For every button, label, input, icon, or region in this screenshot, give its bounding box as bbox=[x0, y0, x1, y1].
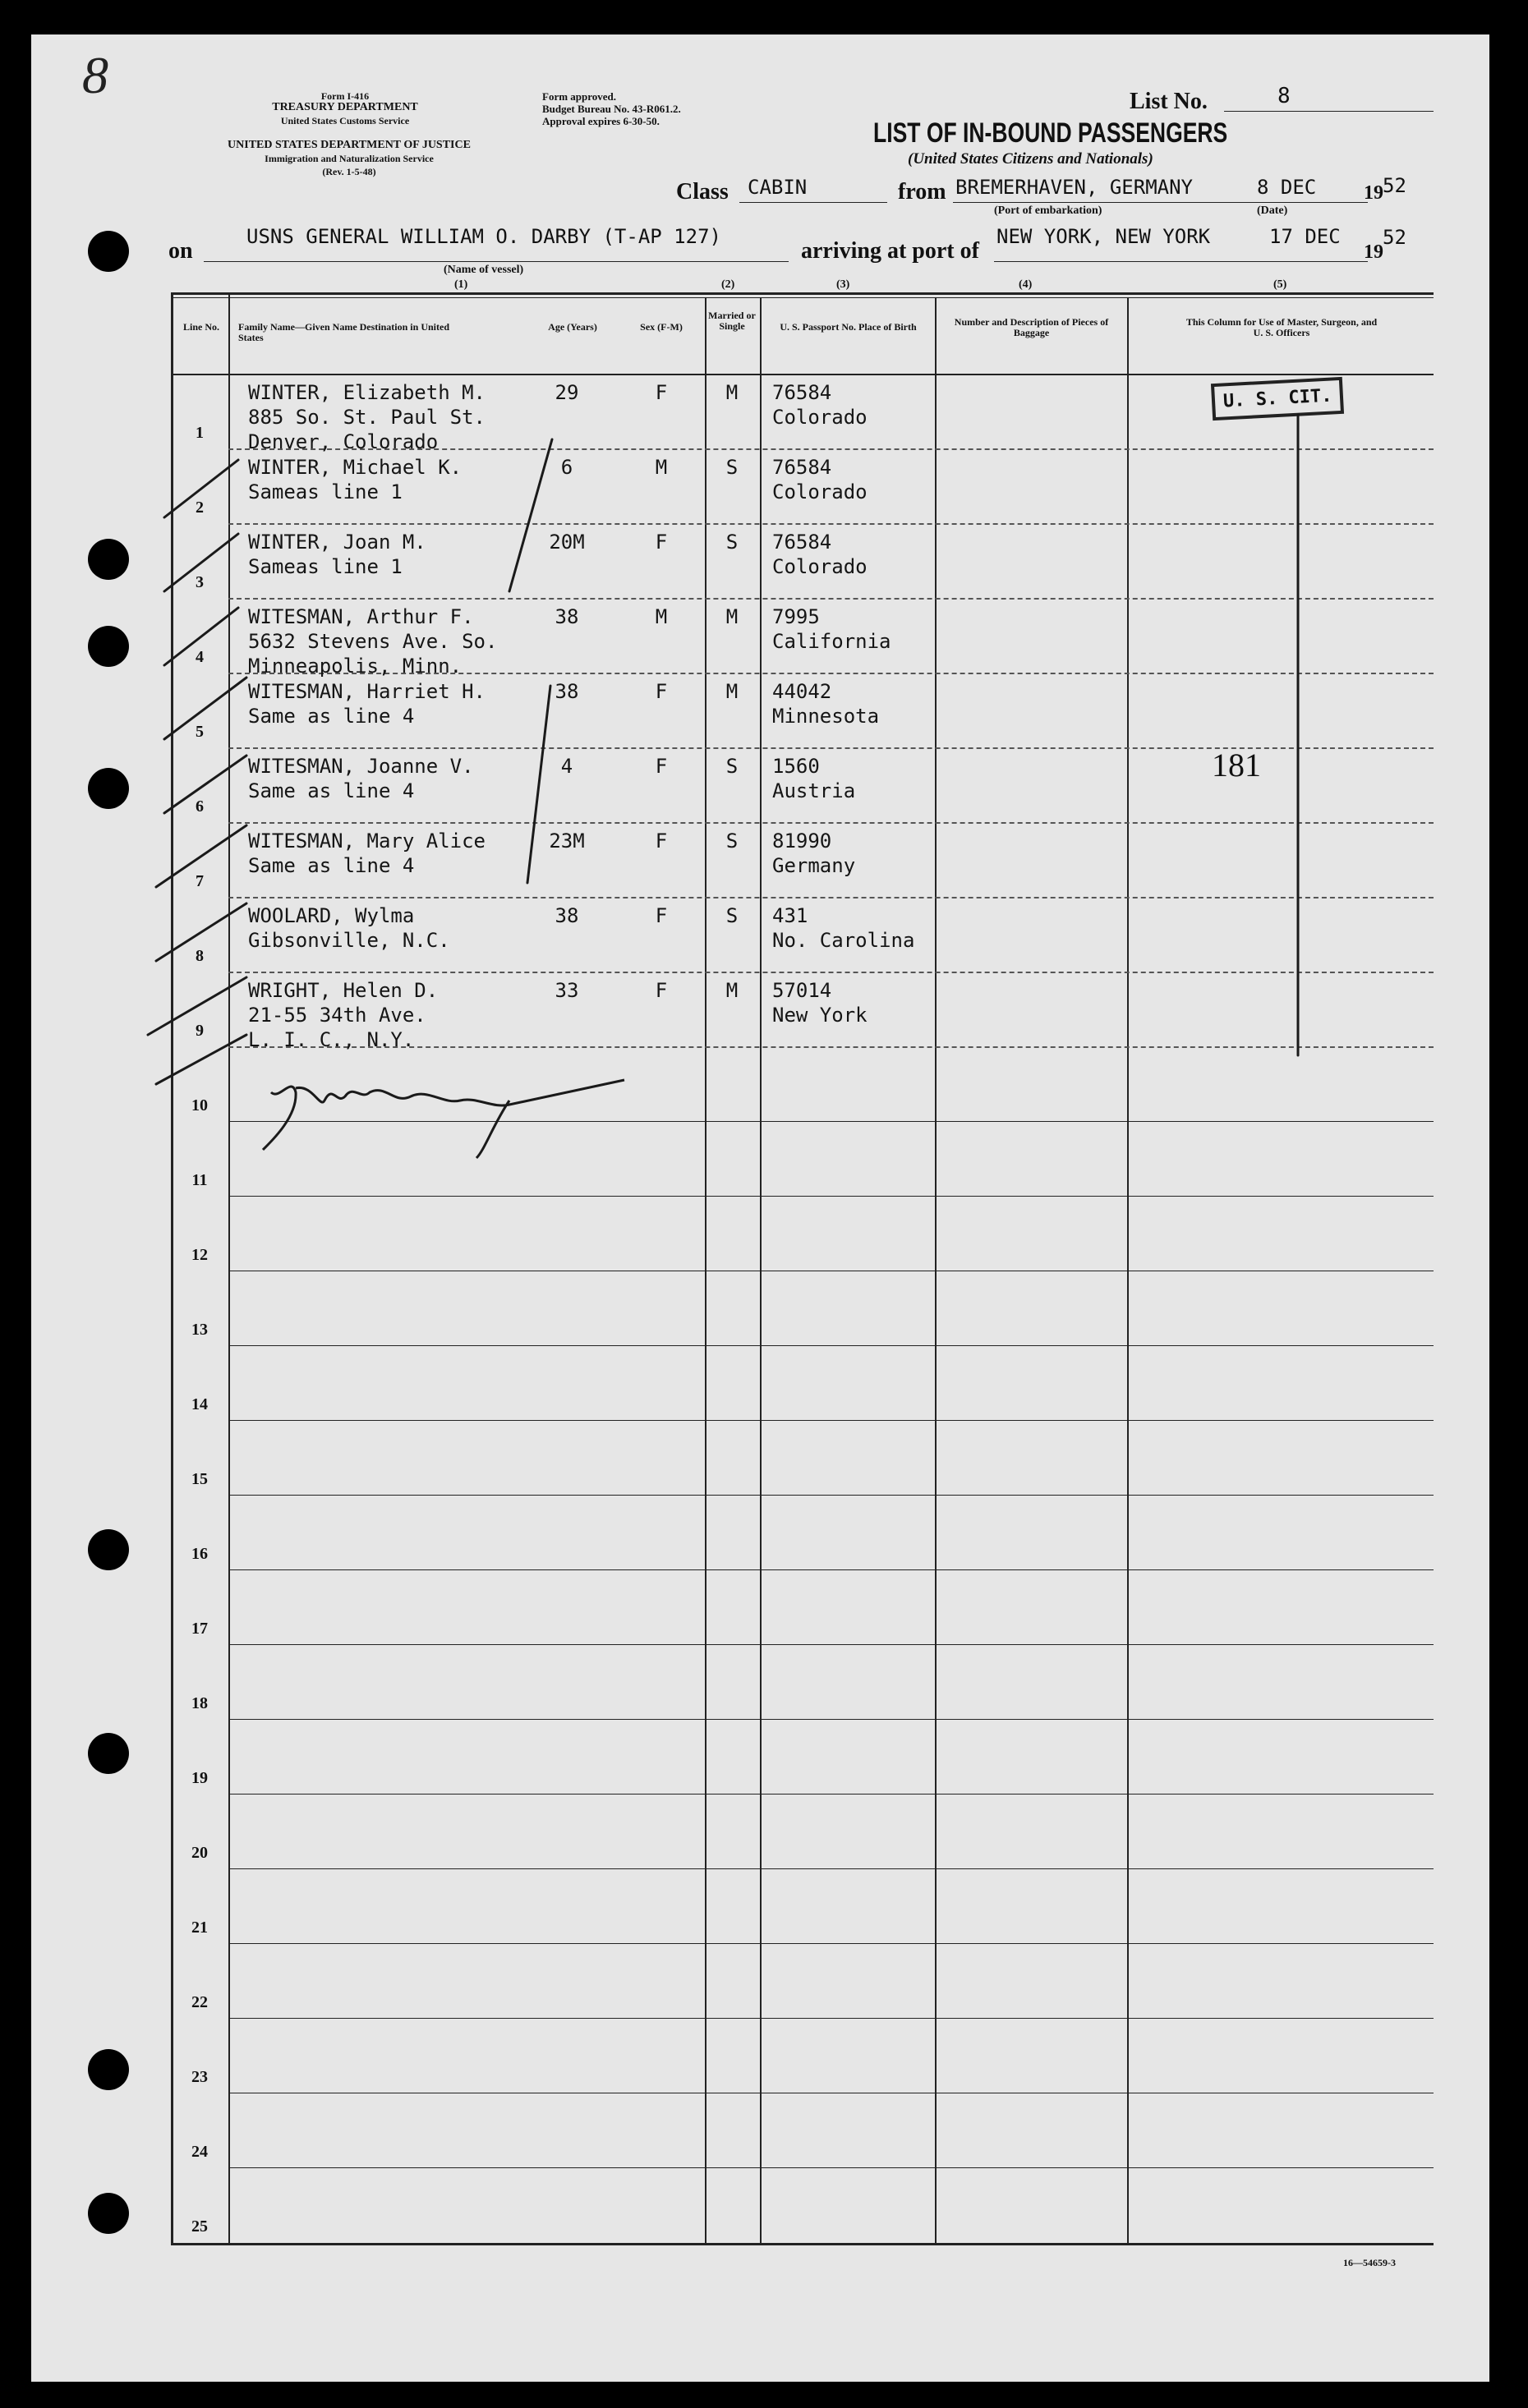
passenger-sex: M bbox=[655, 456, 668, 479]
place-of-birth: New York bbox=[772, 1004, 868, 1027]
passenger-sex: F bbox=[655, 979, 668, 1002]
passenger-age: 23M bbox=[549, 829, 585, 852]
passenger-address: L. I. C., N.Y. bbox=[248, 1028, 415, 1051]
budget-bureau: Budget Bureau No. 43-R061.2. bbox=[542, 103, 681, 115]
passenger-address: Same as line 4 bbox=[248, 854, 415, 877]
vessel-name: USNS GENERAL WILLIAM O. DARBY (T-AP 127) bbox=[246, 225, 721, 248]
line-number: 8 bbox=[196, 947, 204, 965]
header-married: Married or Single bbox=[708, 310, 756, 332]
line-number: 17 bbox=[191, 1620, 208, 1638]
place-of-birth: Minnesota bbox=[772, 705, 880, 728]
place-of-birth: California bbox=[772, 630, 891, 653]
year-prefix-arrive: 19 bbox=[1364, 241, 1383, 263]
passenger-sex: F bbox=[655, 381, 668, 404]
passenger-age: 33 bbox=[555, 979, 579, 1002]
passenger-address: Sameas line 1 bbox=[248, 555, 403, 578]
line-number: 14 bbox=[191, 1395, 208, 1413]
line-number: 20 bbox=[191, 1844, 208, 1862]
passenger-address: Sameas line 1 bbox=[248, 480, 403, 503]
arriving-label: arriving at port of bbox=[801, 238, 979, 264]
passport-number: 76584 bbox=[772, 381, 832, 404]
passenger-name: WRIGHT, Helen D. bbox=[248, 979, 439, 1002]
header-sex: Sex (F-M) bbox=[640, 321, 683, 333]
port-embark-caption: (Port of embarkation) bbox=[994, 204, 1102, 217]
line-number: 15 bbox=[191, 1470, 208, 1488]
passenger-name: WINTER, Joan M. bbox=[248, 531, 426, 554]
passenger-age: 38 bbox=[555, 904, 579, 927]
line-number: 12 bbox=[191, 1246, 208, 1264]
approval-expires: Approval expires 6-30-50. bbox=[542, 115, 660, 127]
header-baggage: Number and Description of Pieces of Baggage bbox=[954, 316, 1109, 338]
passenger-name: WINTER, Michael K. bbox=[248, 456, 463, 479]
officer-count: 181 bbox=[1212, 747, 1261, 784]
class-label: Class bbox=[676, 179, 729, 204]
line-number: 1 bbox=[196, 424, 204, 442]
passport-number: 81990 bbox=[772, 829, 832, 852]
form-approved: Form approved. bbox=[542, 90, 617, 103]
header-age: Age (Years) bbox=[548, 321, 597, 333]
line-number: 10 bbox=[191, 1096, 208, 1114]
passenger-address: Minneapolis, Minn. bbox=[248, 655, 463, 678]
line-number: 22 bbox=[191, 1993, 208, 2011]
passenger-marital-status: S bbox=[725, 755, 739, 778]
passenger-name: WITESMAN, Harriet H. bbox=[248, 680, 486, 703]
arrival-port: NEW YORK, NEW YORK bbox=[996, 225, 1211, 248]
line-number: 6 bbox=[196, 797, 204, 816]
customs-service: United States Customs Service bbox=[280, 115, 410, 126]
passenger-address: Denver, Colorado bbox=[248, 430, 439, 453]
ins-service: Immigration and Naturalization Service bbox=[265, 153, 434, 164]
passenger-name: WINTER, Elizabeth M. bbox=[248, 381, 486, 404]
passport-number: 7995 bbox=[772, 605, 820, 628]
line-number: 5 bbox=[196, 723, 204, 741]
passenger-age: 6 bbox=[560, 456, 573, 479]
passenger-marital-status: S bbox=[725, 904, 739, 927]
passenger-name: WITESMAN, Arthur F. bbox=[248, 605, 474, 628]
line-number: 7 bbox=[196, 872, 204, 890]
header-officers: This Column for Use of Master, Surgeon, and U. S. Officers bbox=[1185, 316, 1378, 338]
passenger-sex: F bbox=[655, 904, 668, 927]
passenger-marital-status: M bbox=[725, 979, 739, 1002]
passenger-name: WOOLARD, Wylma bbox=[248, 904, 415, 927]
passport-number: 44042 bbox=[772, 680, 832, 703]
treasury-dept: TREASURY DEPARTMENT bbox=[272, 101, 418, 113]
from-port: BREMERHAVEN, GERMANY bbox=[955, 176, 1193, 199]
list-no-value: 8 bbox=[1277, 84, 1291, 108]
place-of-birth: Colorado bbox=[772, 555, 868, 578]
line-number: 13 bbox=[191, 1321, 208, 1339]
on-label: on bbox=[168, 238, 193, 264]
form-number: Form I-416 bbox=[320, 90, 370, 102]
line-number: 2 bbox=[196, 499, 204, 517]
arrival-year: 52 bbox=[1383, 226, 1406, 249]
passenger-age: 29 bbox=[555, 381, 579, 404]
place-of-birth: No. Carolina bbox=[772, 929, 915, 952]
date-caption: (Date) bbox=[1257, 204, 1288, 217]
depart-year: 52 bbox=[1383, 174, 1406, 197]
column-number: (4) bbox=[1019, 278, 1033, 291]
passenger-address: Same as line 4 bbox=[248, 705, 415, 728]
passport-number: 76584 bbox=[772, 456, 832, 479]
line-number: 25 bbox=[191, 2217, 208, 2236]
passport-number: 76584 bbox=[772, 531, 832, 554]
line-number: 19 bbox=[191, 1769, 208, 1787]
line-number: 4 bbox=[196, 648, 204, 666]
passenger-name: WITESMAN, Mary Alice bbox=[248, 829, 486, 852]
header-line-no: Line No. bbox=[182, 321, 219, 333]
page-subtitle: (United States Citizens and Nationals) bbox=[908, 150, 1153, 168]
us-cit-stamp: U. S. CIT. bbox=[1211, 377, 1345, 420]
place-of-birth: Colorado bbox=[772, 406, 868, 429]
vessel-caption: (Name of vessel) bbox=[444, 264, 524, 276]
column-number: (5) bbox=[1273, 278, 1287, 291]
place-of-birth: Colorado bbox=[772, 480, 868, 503]
depart-date: 8 DEC bbox=[1257, 176, 1317, 199]
justice-dept: UNITED STATES DEPARTMENT OF JUSTICE bbox=[228, 139, 471, 151]
passenger-marital-status: S bbox=[725, 829, 739, 852]
passenger-marital-status: M bbox=[725, 381, 739, 404]
passenger-address: Gibsonville, N.C. bbox=[248, 929, 450, 952]
passport-number: 57014 bbox=[772, 979, 832, 1002]
passenger-marital-status: M bbox=[725, 605, 739, 628]
passenger-address: 21-55 34th Ave. bbox=[248, 1004, 426, 1027]
column-number: (2) bbox=[721, 278, 735, 291]
from-label: from bbox=[898, 179, 946, 204]
line-number: 3 bbox=[196, 573, 204, 591]
page-marker: 8 bbox=[82, 46, 108, 104]
line-number: 23 bbox=[191, 2068, 208, 2086]
line-number: 9 bbox=[196, 1022, 204, 1040]
signature bbox=[263, 1080, 624, 1158]
form-footer-number: 16—54659-3 bbox=[1343, 2257, 1396, 2268]
place-of-birth: Germany bbox=[772, 854, 856, 877]
header-name: Family Name—Given Name Destination in United States bbox=[238, 321, 449, 343]
passenger-sex: F bbox=[655, 829, 668, 852]
header-passport: U. S. Passport No. Place of Birth bbox=[780, 321, 917, 333]
passenger-age: 4 bbox=[560, 755, 573, 778]
passenger-marital-status: S bbox=[725, 456, 739, 479]
passenger-sex: F bbox=[655, 755, 668, 778]
column-number: (1) bbox=[454, 278, 468, 291]
passenger-sex: F bbox=[655, 531, 668, 554]
line-number: 18 bbox=[191, 1694, 208, 1712]
passenger-address: 5632 Stevens Ave. So. bbox=[248, 630, 498, 653]
passenger-address: 885 So. St. Paul St. bbox=[248, 406, 486, 429]
passport-number: 431 bbox=[772, 904, 808, 927]
column-number: (3) bbox=[836, 278, 850, 291]
passenger-marital-status: S bbox=[725, 531, 739, 554]
line-number: 16 bbox=[191, 1545, 208, 1563]
list-no-label: List No. bbox=[1130, 89, 1208, 114]
place-of-birth: Austria bbox=[772, 779, 856, 802]
passenger-name: WITESMAN, Joanne V. bbox=[248, 755, 474, 778]
page-title: LIST OF IN-BOUND PASSENGERS bbox=[873, 117, 1228, 149]
passenger-age: 20M bbox=[549, 531, 585, 554]
passenger-sex: M bbox=[655, 605, 668, 628]
passenger-age: 38 bbox=[555, 605, 579, 628]
passenger-address: Same as line 4 bbox=[248, 779, 415, 802]
year-prefix-depart: 19 bbox=[1364, 182, 1383, 204]
arrival-date: 17 DEC bbox=[1269, 225, 1341, 248]
line-number: 24 bbox=[191, 2143, 208, 2161]
passenger-age: 38 bbox=[555, 680, 579, 703]
passenger-marital-status: M bbox=[725, 680, 739, 703]
line-number: 21 bbox=[191, 1919, 208, 1937]
passenger-sex: F bbox=[655, 680, 668, 703]
revision: (Rev. 1-5-48) bbox=[322, 166, 376, 177]
class-value: CABIN bbox=[748, 176, 808, 199]
passport-number: 1560 bbox=[772, 755, 820, 778]
line-number: 11 bbox=[191, 1171, 208, 1189]
